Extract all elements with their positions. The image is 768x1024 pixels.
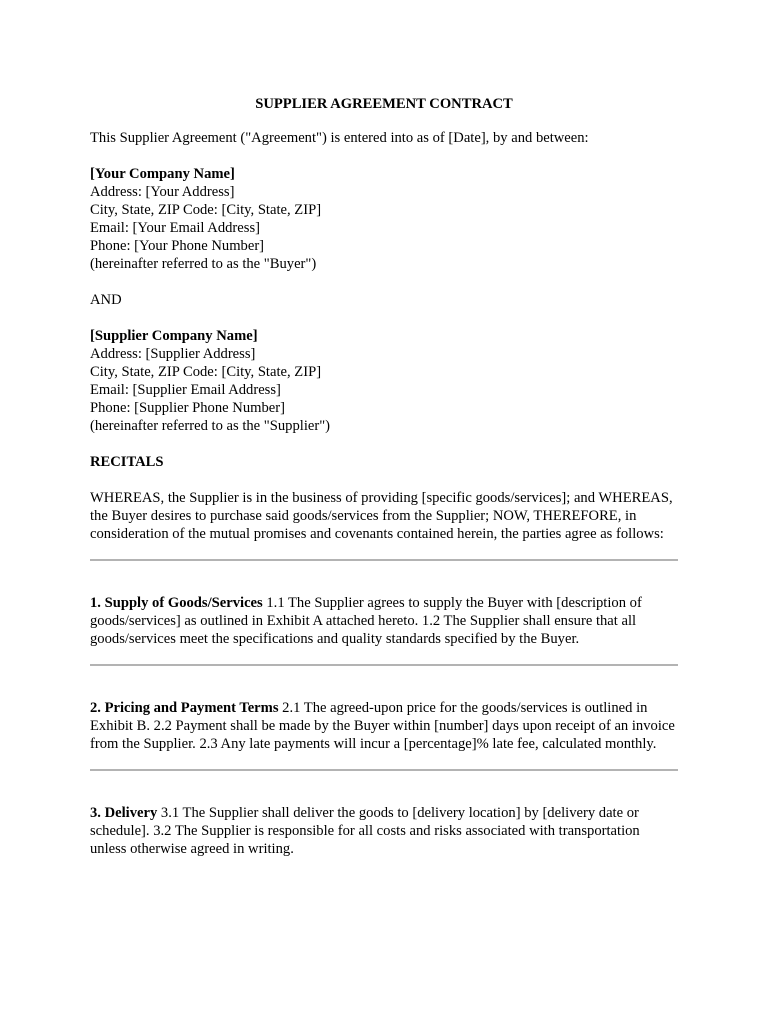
buyer-referred: (hereinafter referred to as the "Buyer") bbox=[90, 256, 317, 272]
section-divider bbox=[90, 559, 678, 561]
supplier-name: [Supplier Company Name] bbox=[90, 328, 258, 344]
and-separator: AND bbox=[90, 292, 122, 308]
supplier-address: Address: [Supplier Address] bbox=[90, 346, 256, 362]
buyer-details bbox=[90, 165, 678, 273]
recitals-heading: RECITALS bbox=[90, 454, 164, 470]
buyer-phone: Phone: [Your Phone Number] bbox=[90, 238, 265, 254]
section-pricing bbox=[90, 699, 678, 753]
document-title: SUPPLIER AGREEMENT CONTRACT bbox=[255, 96, 513, 112]
buyer-email: Email: [Your Email Address] bbox=[90, 220, 260, 236]
section-heading: 1. Supply of Goods/Services bbox=[90, 595, 263, 611]
section-delivery bbox=[90, 804, 678, 858]
section-body: 3.1 The Supplier shall deliver the goods to [delivery location] by [delivery date or schedule]. 3.2 The Supplier is responsible for all costs and risks associated with transportation unless otherwise agreed in writing. bbox=[90, 805, 640, 857]
section-heading: 3. Delivery bbox=[90, 805, 158, 821]
supplier-referred: (hereinafter referred to as the "Supplier") bbox=[90, 418, 331, 434]
supplier-details bbox=[90, 327, 678, 435]
buyer-name: [Your Company Name] bbox=[90, 166, 235, 182]
supplier-phone: Phone: [Supplier Phone Number] bbox=[90, 400, 285, 416]
recitals-text: WHEREAS, the Supplier is in the business of providing [specific goods/services]; and WHEREAS, the Buyer desires to purchase said goods/services from the Supplier; NOW, THEREFORE, in consideration of the mutual promises and covenants contained herein, the parties agree as follows: bbox=[90, 490, 673, 542]
section-body: 2.1 The agreed-upon price for the goods/services is outlined in Exhibit B. 2.2 Payment shall be made by the Buyer within [number] days upon receipt of an invoice from the Supplier. 2.3 Any late payments will incur a [percentage]% late fee, calculated monthly. bbox=[90, 700, 675, 752]
buyer-address: Address: [Your Address] bbox=[90, 184, 235, 200]
section-heading: 2. Pricing and Payment Terms bbox=[90, 700, 279, 716]
buyer-city: City, State, ZIP Code: [City, State, ZIP] bbox=[90, 202, 322, 218]
intro-paragraph: This Supplier Agreement ("Agreement") is entered into as of [Date], by and between: bbox=[90, 130, 589, 146]
supplier-city: City, State, ZIP Code: [City, State, ZIP] bbox=[90, 364, 322, 380]
section-supply bbox=[90, 594, 678, 648]
section-body: 1.1 The Supplier agrees to supply the Buyer with [description of goods/services] as outlined in Exhibit A attached hereto. 1.2 The Supplier shall ensure that all goods/services meet the specifications and quality standards specified by the Buyer. bbox=[90, 595, 642, 647]
section-divider bbox=[90, 664, 678, 666]
section-divider bbox=[90, 769, 678, 771]
supplier-email: Email: [Supplier Email Address] bbox=[90, 382, 281, 398]
